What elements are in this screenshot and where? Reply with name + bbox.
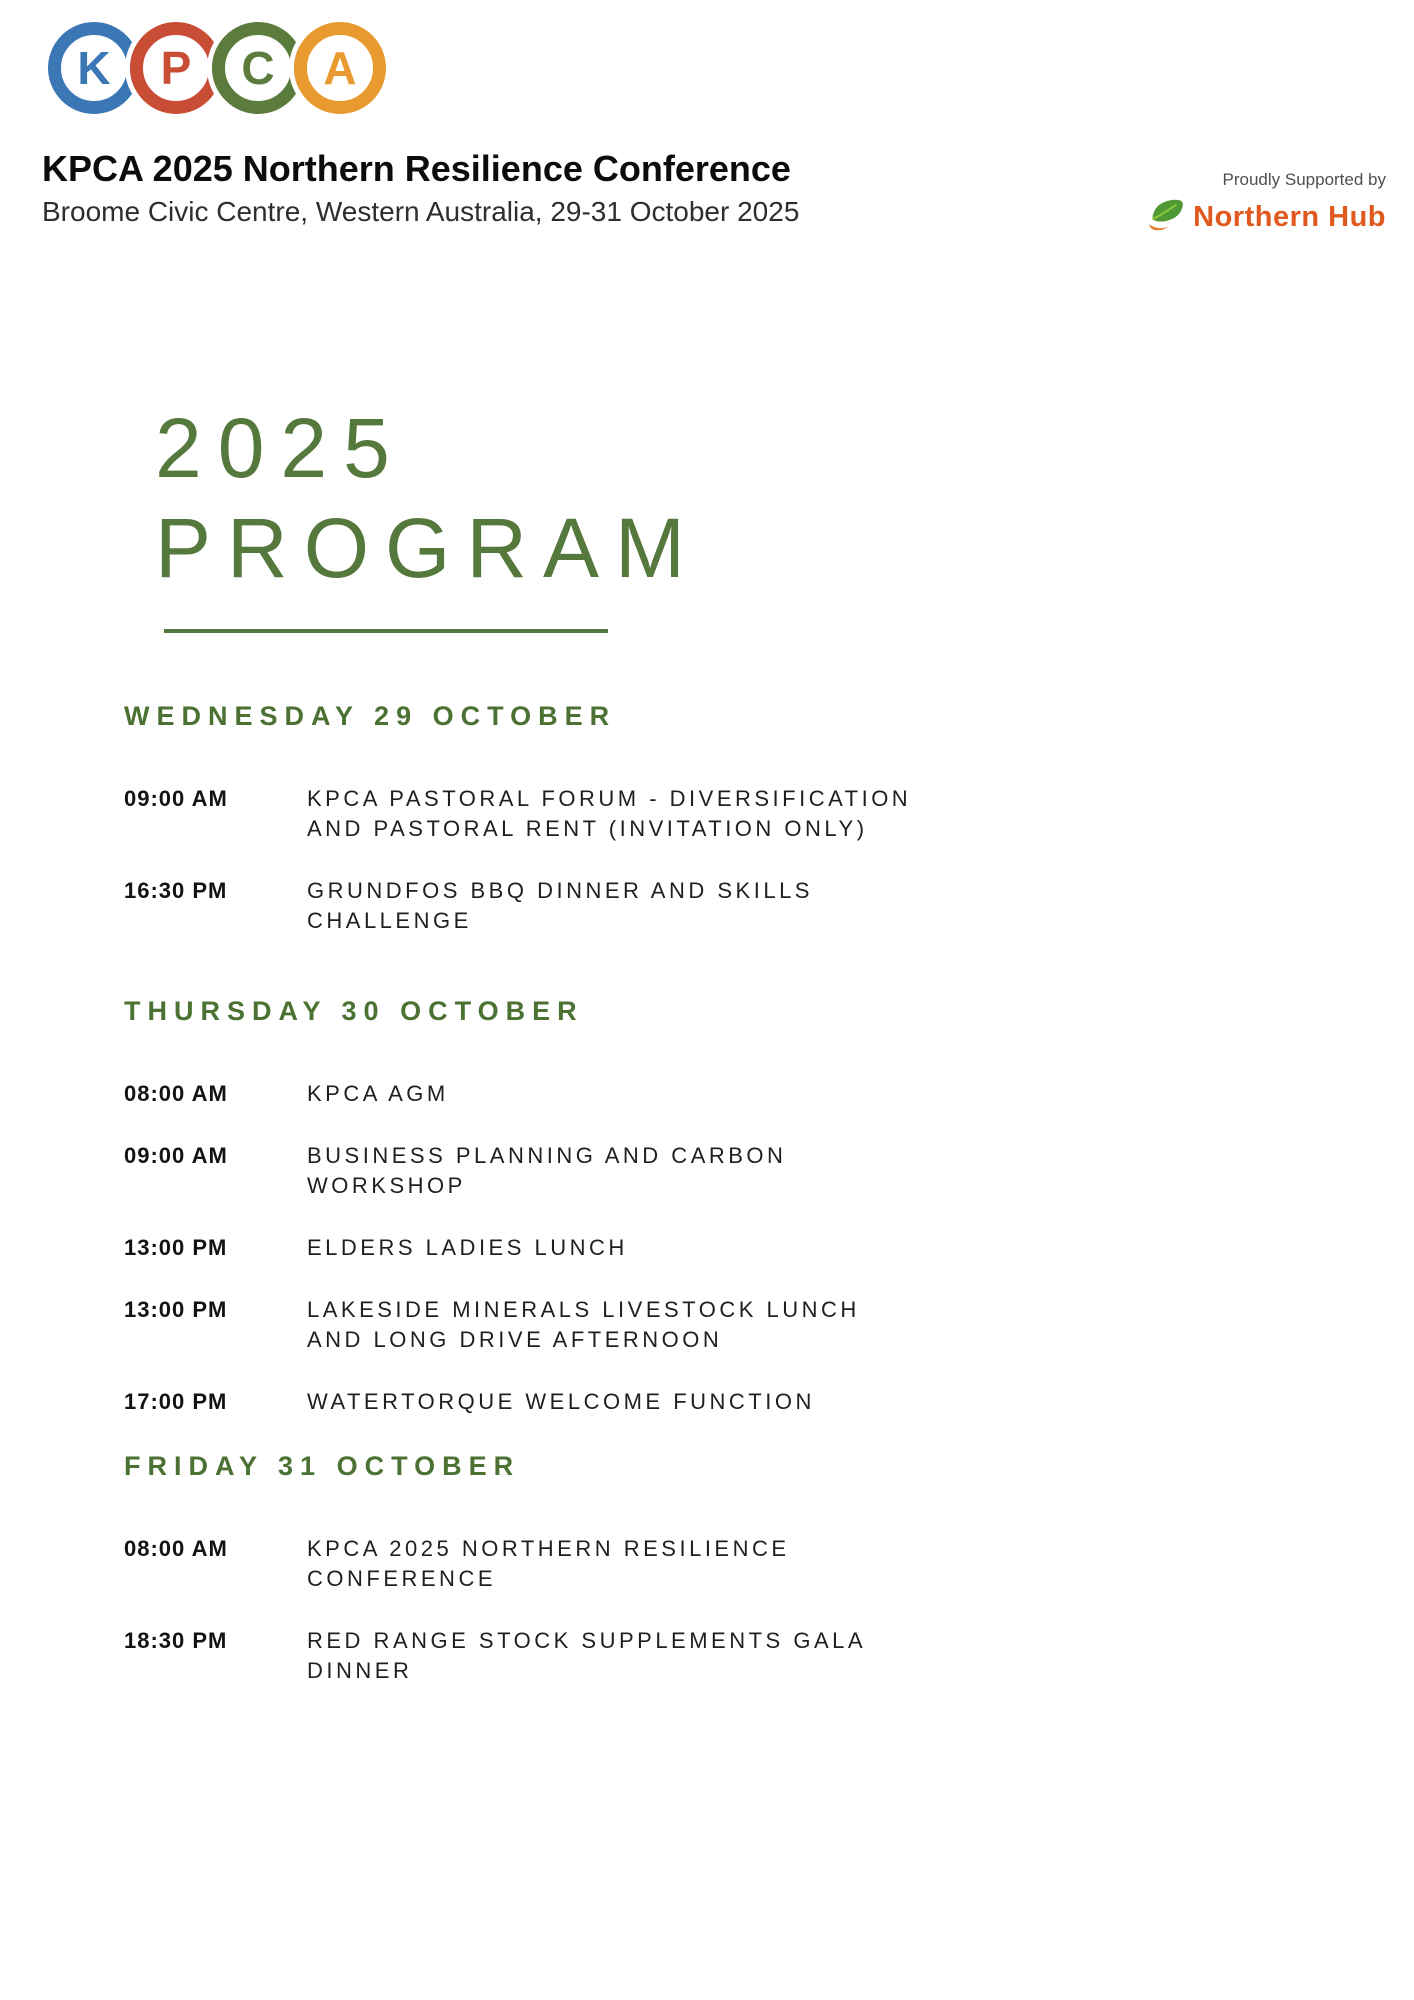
logo-letter: C <box>241 42 275 94</box>
event-title <box>307 1534 790 1594</box>
event-title-line: KPCA AGM <box>307 1081 449 1106</box>
day-section <box>124 700 1144 968</box>
event-title-line: KPCA PASTORAL FORUM - DIVERSIFICATION <box>307 786 912 811</box>
event-title-line: CONFERENCE <box>307 1566 497 1591</box>
event-title-line: RED RANGE STOCK SUPPLEMENTS GALA <box>307 1628 867 1653</box>
event-title <box>307 1079 449 1109</box>
schedule-row <box>124 1079 1144 1109</box>
event-title <box>307 876 813 936</box>
event-title-line: DINNER <box>307 1658 413 1683</box>
event-title <box>307 1141 786 1201</box>
event-title <box>307 1626 866 1686</box>
event-title <box>307 1233 628 1263</box>
event-title-line: AND LONG DRIVE AFTERNOON <box>307 1327 723 1352</box>
event-time: 08:00 AM <box>124 1081 228 1106</box>
logo-letter: P <box>160 42 192 94</box>
conference-title: KPCA 2025 Northern Resilience Conference <box>42 148 791 189</box>
logo-letter: A <box>323 42 357 94</box>
day-header: FRIDAY 31 OCTOBER <box>124 1451 521 1481</box>
schedule-row <box>124 876 1144 936</box>
day-section <box>124 1450 1144 1718</box>
event-title-line: KPCA 2025 NORTHERN RESILIENCE <box>307 1536 790 1561</box>
event-title-line: LAKESIDE MINERALS LIVESTOCK LUNCH <box>307 1297 860 1322</box>
schedule-row <box>124 1295 1144 1355</box>
event-title <box>307 1387 815 1417</box>
schedule-row <box>124 784 1144 844</box>
schedule-row <box>124 1534 1144 1594</box>
event-title-line: BUSINESS PLANNING AND CARBON <box>307 1143 787 1168</box>
event-time: 18:30 PM <box>124 1628 228 1653</box>
event-time: 09:00 AM <box>124 786 228 811</box>
event-time: 09:00 AM <box>124 1143 228 1168</box>
schedule-row <box>124 1141 1144 1201</box>
event-title-line: GRUNDFOS BBQ DINNER AND SKILLS <box>307 878 813 903</box>
event-title-line: CHALLENGE <box>307 908 472 933</box>
conference-subtitle: Broome Civic Centre, Western Australia, 29-31 October 2025 <box>42 196 800 227</box>
day-header: THURSDAY 30 OCTOBER <box>124 996 584 1026</box>
event-title-line: WORKSHOP <box>307 1173 466 1198</box>
logo-letter: K <box>77 42 111 94</box>
schedule-row <box>124 1626 1144 1686</box>
schedule-row <box>124 1387 1144 1417</box>
day-section <box>124 995 1144 1449</box>
event-title <box>307 784 911 844</box>
program-title: PROGRAM <box>155 501 702 595</box>
event-time: 08:00 AM <box>124 1536 228 1561</box>
event-time: 13:00 PM <box>124 1297 228 1322</box>
event-title-line: AND PASTORAL RENT (INVITATION ONLY) <box>307 816 868 841</box>
event-title-line: WATERTORQUE WELCOME FUNCTION <box>307 1389 815 1414</box>
event-title <box>307 1295 860 1355</box>
event-title-line: ELDERS LADIES LUNCH <box>307 1235 628 1260</box>
event-time: 17:00 PM <box>124 1389 228 1414</box>
program-year: 2025 <box>155 401 406 495</box>
supported-by-label: Proudly Supported by <box>1222 170 1386 189</box>
day-header: WEDNESDAY 29 OCTOBER <box>124 701 617 731</box>
event-time: 13:00 PM <box>124 1235 228 1260</box>
sponsor-name: Northern Hub <box>1193 200 1386 233</box>
event-time: 16:30 PM <box>124 878 228 903</box>
schedule-row <box>124 1233 1144 1263</box>
